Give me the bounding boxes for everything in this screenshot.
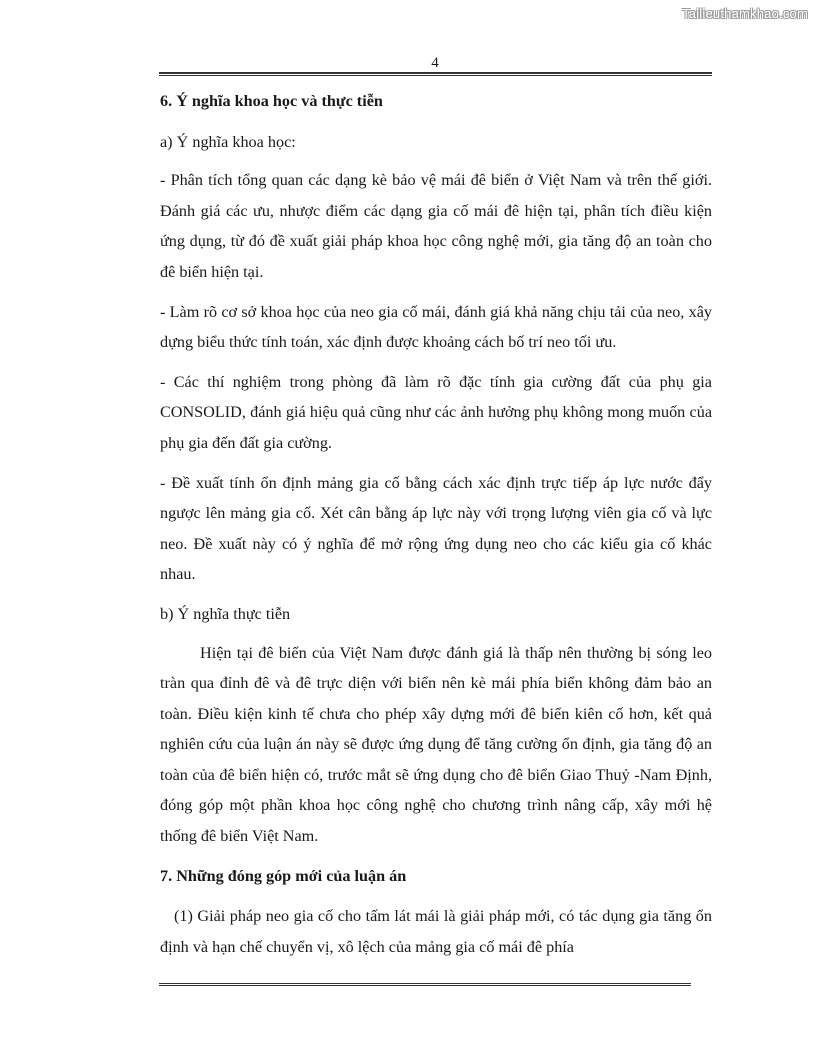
- page-number: 4: [431, 55, 439, 71]
- scientific-item-2: - Làm rõ cơ sở khoa học của neo gia cố mái, đánh giá khả năng chịu tải của neo, xây dựng biểu thức tính toán, xác định được khoảng cách bố trí neo tối ưu.: [160, 302, 712, 352]
- watermark: Tailieuthamkhao.com: [682, 6, 808, 21]
- contribution-item-1: (1) Giải pháp neo gia cố cho tấm lát mái là giải pháp mới, có tác dụng gia tăng ổn định và hạn chế chuyển vị, xô lệch của mảng gia cố mái đê phía: [160, 907, 712, 956]
- header-rule: [159, 72, 712, 76]
- section-6-heading: 6. Ý nghĩa khoa học và thực tiễn: [160, 92, 383, 110]
- scientific-item-1: - Phân tích tổng quan các dạng kè bảo vệ mái đê biển ở Việt Nam và trên thế giới. Đánh giá các ưu, nhược điểm các dạng gia cố mái đê hiện tại, phân tích điều kiện ứng dụng, từ đó đề xuất giải pháp khoa học công nghệ mới, gia tăng độ an toàn cho đê biển hiện tại.: [160, 171, 712, 281]
- scientific-item-3: - Các thí nghiệm trong phòng đã làm rõ đặc tính gia cường đất của phụ gia CONSOLID, đánh giá hiệu quả cũng như các ảnh hưởng phụ không mong muốn của phụ gia đến đất gia cường.: [160, 372, 712, 452]
- footer-rule: [159, 983, 691, 986]
- document-body: [160, 86, 712, 962]
- practical-paragraph: Hiện tại đê biển của Việt Nam được đánh giá là thấp nên thường bị sóng leo tràn qua đỉnh đê và đê trực diện với biển nên kè mái phía biển không đảm bảo an toàn. Điều kiện kinh tế chưa cho phép xây dựng mới đê biển kiên cố hơn, kết quả nghiên cứu của luận án này sẽ được ứng dụng để tăng cường ổn định, gia tăng độ an toàn của đê biển hiện có, trước mắt sẽ ứng dụng cho đê biển Giao Thuỷ -Nam Định, đóng góp một phần khoa học công nghệ cho chương trình nâng cấp, xây mới hệ thống đê biển Việt Nam.: [160, 643, 712, 846]
- section-7-heading: 7. Những đóng góp mới của luận án: [160, 866, 407, 885]
- subsection-b-label: b) Ý nghĩa thực tiễn: [160, 604, 291, 623]
- scientific-item-4: - Đề xuất tính ổn định mảng gia cố bằng cách xác định trực tiếp áp lực nước đẩy ngược lên mảng gia cố. Xét cân bằng áp lực này với trọng lượng viên gia cố và lực neo. Đề xuất này có ý nghĩa để mở rộng ứng dụng neo cho các kiểu gia cố khác nhau.: [160, 473, 712, 584]
- subsection-a-label: a) Ý nghĩa khoa học:: [160, 132, 296, 151]
